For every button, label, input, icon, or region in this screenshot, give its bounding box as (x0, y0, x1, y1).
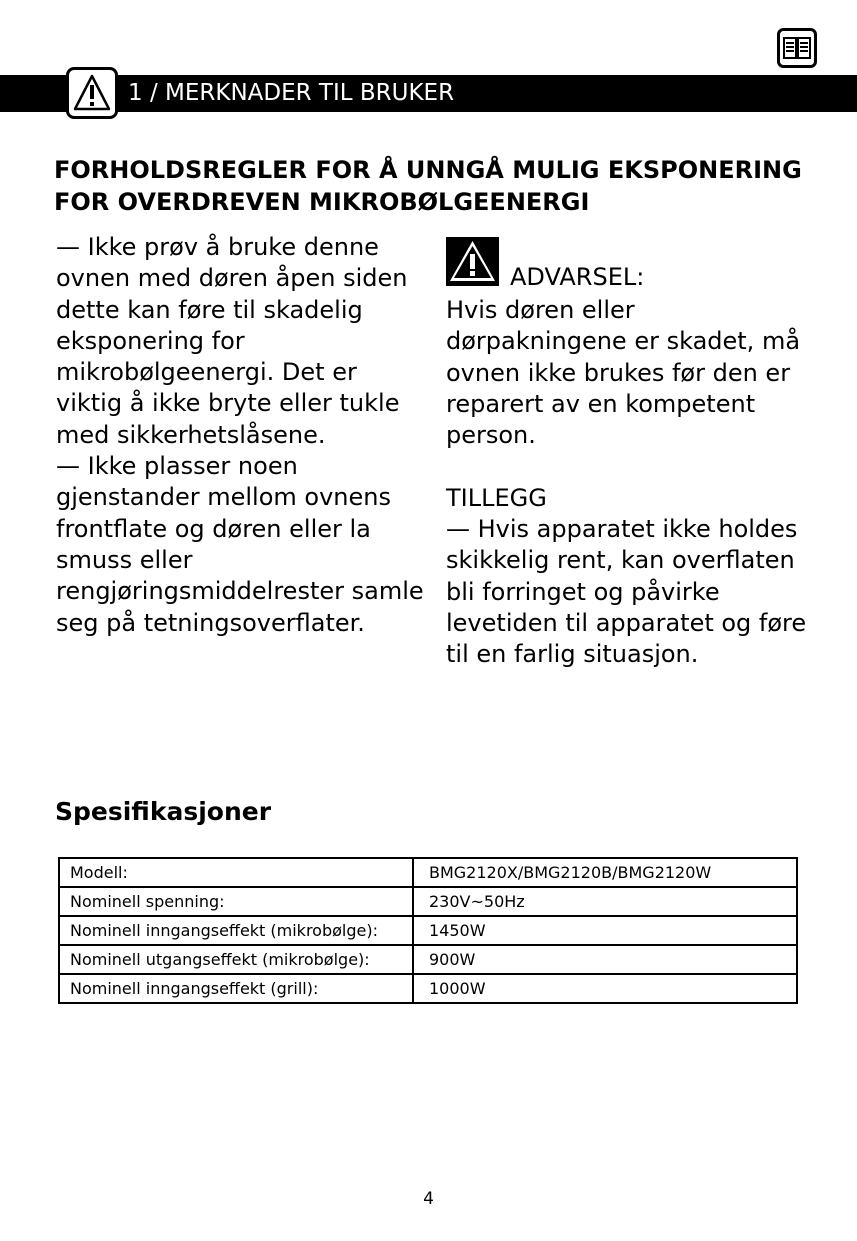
precaution-paragraph-door: — Ikke prøv å bruke denne ovnen med døren åpen siden dette kan føre til skadelig eksponering for mikrobølgeenergi. Det er viktig å ikke bryte eller tukle med sikkerhetslåsene. (56, 233, 408, 449)
specifications-table (58, 857, 798, 1004)
spec-value: 1450W (413, 916, 797, 945)
addendum-text: — Hvis apparatet ikke holdes skikkelig rent, kan overflaten bli forringet og påvirke levetiden til apparatet og føre til en farlig situasjon. (446, 515, 807, 669)
table-row (59, 974, 797, 1003)
warning-triangle-icon (66, 67, 118, 119)
spec-label: Nominell utgangseffekt (mikrobølge): (59, 945, 413, 974)
table-row (59, 945, 797, 974)
spec-value: 230V~50Hz (413, 887, 797, 916)
spec-label: Nominell spenning: (59, 887, 413, 916)
precaution-paragraph-objects: — Ikke plasser noen gjenstander mellom ovnens frontflate og døren eller la smuss eller rengjøringsmiddelrester samle seg på tetningsoverflater. (56, 452, 424, 637)
spec-value: 1000W (413, 974, 797, 1003)
spec-value: 900W (413, 945, 797, 974)
spec-label: Nominell inngangseffekt (grill): (59, 974, 413, 1003)
table-row (59, 887, 797, 916)
table-row (59, 916, 797, 945)
precautions-left-column (56, 232, 426, 639)
specifications-heading: Spesifikasjoner (55, 797, 272, 826)
addendum-title: TILLEGG (446, 483, 547, 512)
section-title: 1 / MERKNADER TIL BRUKER (128, 80, 455, 106)
spec-value: BMG2120X/BMG2120B/BMG2120W (413, 858, 797, 887)
warning-text: Hvis døren eller dørpakningene er skadet, må ovnen ikke brukes før den er reparert av en kompetent person. (446, 296, 801, 450)
manual-book-icon (777, 28, 817, 68)
advarsel-warning-icon (446, 237, 499, 286)
warning-label: ADVARSEL: (510, 263, 645, 291)
spec-label: Nominell inngangseffekt (mikrobølge): (59, 916, 413, 945)
table-row (59, 858, 797, 887)
precautions-heading: FORHOLDSREGLER FOR Å UNNGÅ MULIG EKSPONERING FOR OVERDREVEN MIKROBØLGEENERGI (54, 156, 802, 216)
spec-label: Modell: (59, 858, 413, 887)
precautions-right-column (446, 295, 816, 671)
page-number: 4 (423, 1189, 434, 1209)
